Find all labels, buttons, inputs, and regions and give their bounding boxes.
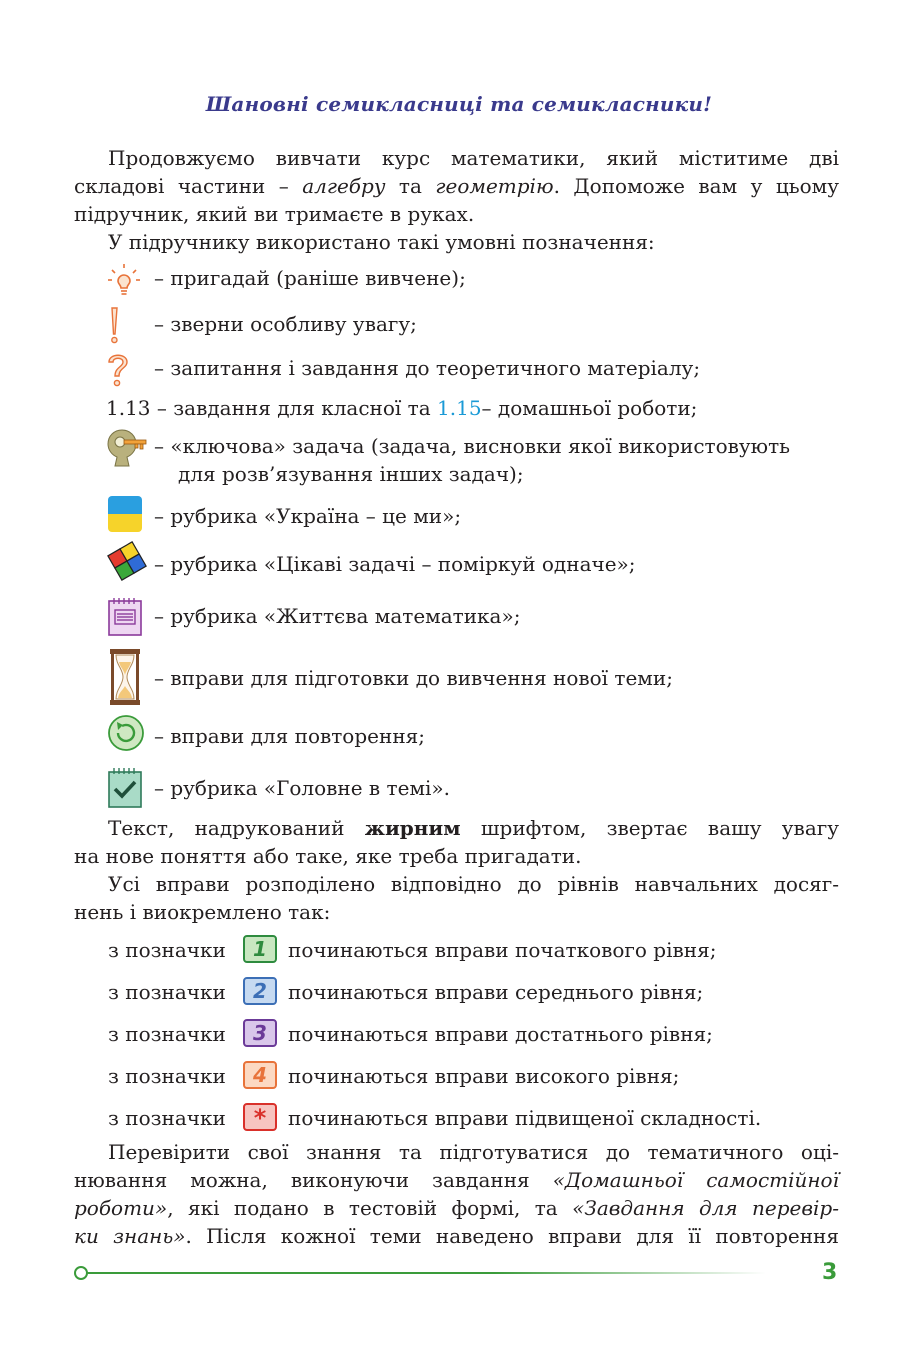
- final-line-4: [74, 1222, 839, 1250]
- home-exercise-number: 1.15: [437, 396, 482, 420]
- homework-title: роботи»: [74, 1196, 168, 1220]
- legend-questions: – запитання і завдання до теоретичного матеріалу;: [154, 356, 701, 380]
- intro-line-4: У підручнику використано такі умовні позначення:: [108, 230, 655, 254]
- question-icon: [106, 352, 142, 388]
- level-1-badge: 1: [243, 935, 277, 963]
- level-description: починаються вправи початкового рівня;: [288, 938, 717, 962]
- geometry-term: геометрію: [435, 174, 554, 198]
- intro-line-3: підручник, який ви тримаєте в руках.: [74, 202, 475, 226]
- hourglass-icon: [108, 648, 142, 706]
- bold-info-paragraph: [74, 814, 839, 870]
- level-prefix: з позначки: [108, 938, 226, 962]
- levels-paragraph: [74, 870, 839, 926]
- final-line-3: [74, 1194, 839, 1222]
- legend-key-line-2: для розв’язування інших задач);: [178, 462, 524, 486]
- bold-info-line-2: на нове поняття або таке, яке треба пригадати.: [74, 844, 582, 868]
- levels-line-1: Усі вправи розподілено відповідно до рівнів навчальних досяг-: [108, 872, 839, 896]
- level-prefix: з позначки: [108, 1022, 226, 1046]
- legend-life-math: – рубрика «Життєва математика»;: [154, 604, 521, 628]
- intro-line-2: [74, 172, 839, 200]
- bold-info-line-1: [74, 814, 839, 842]
- home-exercise-text: – домашньої роботи;: [481, 396, 698, 420]
- knowledge-check-title: «Завдання для перевір-: [572, 1196, 839, 1220]
- legend-preparation: – вправи для підготовки до вивчення нової теми;: [154, 666, 673, 690]
- intro-text: та: [385, 174, 436, 198]
- rubiks-cube-icon: [106, 540, 148, 582]
- level-prefix: з позначки: [108, 1064, 226, 1088]
- class-exercise-number: 1.13: [106, 396, 151, 420]
- intro-paragraph: [74, 144, 839, 256]
- level-description: починаються вправи середнього рівня;: [288, 980, 704, 1004]
- level-prefix: з позначки: [108, 1106, 226, 1130]
- intro-line-1: Продовжуємо вивчати курс математики, який міститиме дві: [108, 146, 839, 170]
- level-description: починаються вправи підвищеної складності.: [288, 1106, 762, 1130]
- final-text: . Після кожної теми наведено вправи для її повторення: [185, 1224, 839, 1248]
- legend-key-line-1: – «ключова» задача (задача, висновки якої використовують: [154, 434, 791, 458]
- legend-puzzles: – рубрика «Цікаві задачі – поміркуй одначе»;: [154, 552, 636, 576]
- homework-title: «Домашньої самостійної: [552, 1168, 839, 1192]
- legend-exercise-numbers: [106, 394, 697, 422]
- levels-line-2: нень і виокремлено так:: [74, 900, 331, 924]
- final-line-2: [74, 1166, 839, 1194]
- class-exercise-text: – завдання для класної та: [150, 396, 438, 420]
- level-4-badge: 4: [243, 1061, 277, 1089]
- final-text: нювання можна, виконуючи завдання: [74, 1168, 553, 1192]
- page-heading: Шановні семикласниці та семикласники!: [205, 92, 713, 116]
- intro-text: . Допоможе вам у цьому: [553, 174, 839, 198]
- intro-text: складові частини –: [74, 174, 303, 198]
- checklist-icon: [108, 766, 142, 808]
- level-star-badge: *: [243, 1103, 277, 1131]
- legend-ukraine: – рубрика «Україна – це ми»;: [154, 504, 462, 528]
- legend-repetition: – вправи для повторення;: [154, 724, 426, 748]
- level-prefix: з позначки: [108, 980, 226, 1004]
- page-number: 3: [822, 1260, 838, 1285]
- final-text: , які подано в тестовій формі, та: [167, 1196, 573, 1220]
- ukraine-flag-icon: [108, 496, 142, 532]
- lightbulb-icon: [106, 262, 142, 298]
- repeat-icon: [108, 714, 146, 752]
- footer-line: [86, 1272, 766, 1274]
- notepad-icon: [108, 596, 142, 636]
- exclamation-icon: [106, 306, 142, 346]
- level-description: починаються вправи достатнього рівня;: [288, 1022, 713, 1046]
- legend-remember: – пригадай (раніше вивчене);: [154, 266, 466, 290]
- level-2-badge: 2: [243, 977, 277, 1005]
- level-description: починаються вправи високого рівня;: [288, 1064, 680, 1088]
- algebra-term: алгебру: [302, 174, 386, 198]
- key-icon: [106, 428, 150, 468]
- final-paragraph: [74, 1138, 839, 1250]
- legend-attention: – зверни особливу увагу;: [154, 312, 417, 336]
- bold-term: жирним: [364, 816, 461, 840]
- bold-info-text: шрифтом, звертає вашу увагу: [460, 816, 839, 840]
- level-3-badge: 3: [243, 1019, 277, 1047]
- bold-info-text: Текст, надрукований: [108, 816, 365, 840]
- legend-main-in-topic: – рубрика «Головне в темі».: [154, 776, 450, 800]
- final-line-1: Перевірити свої знання та підготуватися до тематичного оці-: [108, 1140, 839, 1164]
- knowledge-check-title: ки знань»: [74, 1224, 186, 1248]
